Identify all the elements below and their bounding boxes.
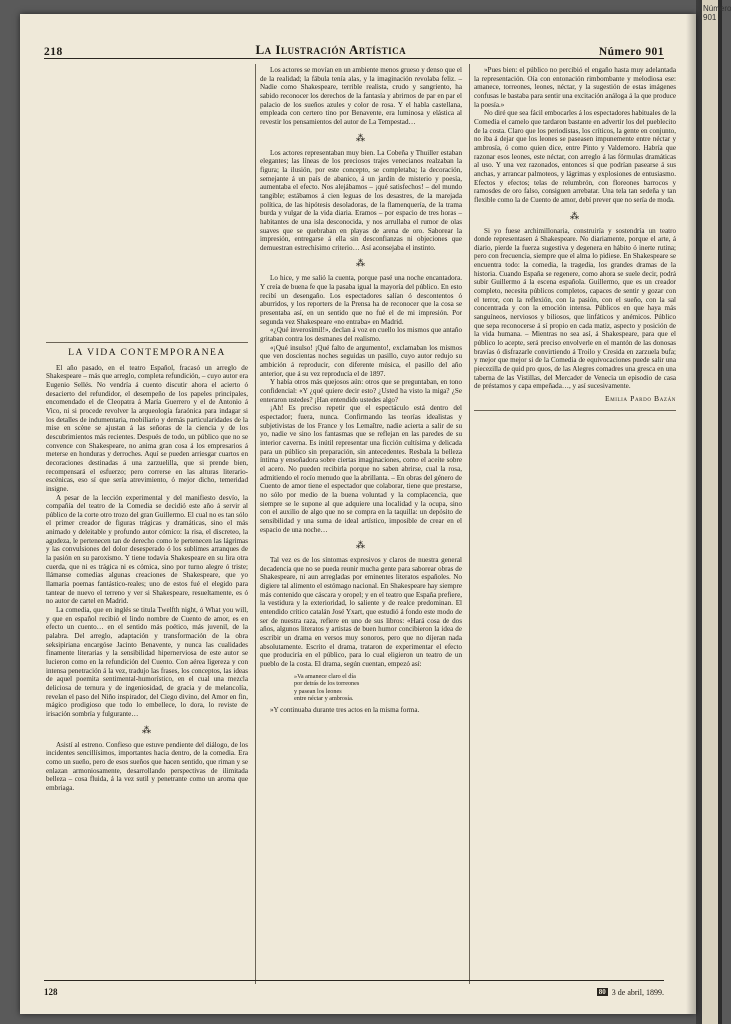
adjacent-page-edge [696, 0, 731, 1024]
page-footer [44, 980, 664, 999]
paragraph: Y había otros más quejosos aún: otros que se preguntaban, en tono confidencial: «Y ¿qué quiere decir esto? ¿Usted ha visto la miga? ¿Se enteraron ustedes? ¡Han entendido ustedes algo? [260, 378, 462, 404]
paragraph: Si yo fuese archimillonaria, construiría y sostendría un teatro donde representasen á Shakespeare. No diariamente, porque el arte, á diario, pierde la fuerza sugestiva y degenera en hábito ó inerte rutina; pero con frecuencia, siempre que el alma lo pidiese. En Shakespeare se encuentra todo: la comedia, la tragedia, los grandes dramas de la historia. Cuando España se regenere, como ahora se suele decir, podrá subir Guillermo á la escena española. Guillermo, que es un creador completo, necesita públicos completos, capaces de sentir y gozar con el terror, con la reflexión, con la pasión, con el sueño, con la sal concentrada y con la emoción intensa. Públicos en que haya más sanguíneos, nerviosos y biliosos, que linfáticos y anémicos. Público que sepa reconocerse á sí propio en cada matiz, aspecto y posición de la vida humana. – Mientras no sea así, á Shakespeare, para que el público lo acepte, será preciso envolverle en el mantón de las donosas bravías ó disfrazarle convirtiendo á Troilo y Cresida en zarzuela bufa; y mejor que mejor si de la Comedia de equivocaciones puede salir una piecezilla de quid pro quos, de las Alegres comadres una gresca en una taberna de las Vistillas, del Mercader de Venecia un episodio de casa de préstamos y capa empeñada…, y así sucesivamente. [474, 226, 676, 391]
section-divider-asterism: ⁂ [356, 132, 366, 143]
paragraph: Lo hice, y me salió la cuenta, porque pasé una noche encantadora. Y creía de buena fe que la pasaba igual la mayoría del público. En esto recibí un desengaño. Los espectadores salían ó descontentos ó aburridos, y los reporters de la Prensa ha de reconocer que la cosa se presentaba así, en un sentido que no fué el de mi impresión. Por segunda vez Shakespeare «no entraba» en Madrid. [260, 274, 462, 326]
column-right [474, 66, 676, 417]
section-divider-asterism: ⁂ [142, 724, 152, 735]
adjacent-page-label: Número 901 [703, 4, 731, 22]
verse-line: por detrás de los torreones [294, 680, 360, 688]
paragraph: »Y continuaba durante tres actos en la misma forma. [270, 706, 420, 715]
adjacent-page-tab [702, 0, 731, 1024]
footer-date-group [597, 988, 664, 997]
header-page-number: 218 [44, 46, 63, 58]
footer-page-number: 128 [44, 987, 58, 997]
column-rule-left [255, 64, 256, 984]
section-divider-asterism: ⁂ [356, 540, 366, 551]
footer-date: 3 de abril, 1899. [611, 987, 664, 997]
paragraph: Los actores se movían en un ambiente menos grueso y denso que el de la realidad; la fábula tenía alas, y la imaginación revolaba feliz. – Nadie como Shakespeare, terrible realista, crudo y sangriento, ha sabido reconocer los derechos de la fantasía y abrirnos de par en par el palacio de los sueños azules y color de rosa. Y el habla castellana, empleada con certero tino por Benavente, era luminosa y elástica al revestir los pensamientos del autor de La Tempestad… [260, 66, 462, 126]
column-rule-right [469, 64, 470, 984]
article-end-rule [474, 410, 676, 411]
footer-badge: 80 [598, 988, 606, 996]
section-divider-asterism: ⁂ [570, 210, 580, 221]
section-divider-asterism: ⁂ [356, 258, 366, 269]
column-middle [260, 66, 462, 715]
paragraph: »Pues bien: el público no percibió el engaño hasta muy adelantada la representación. Oía con entonación rimbombante y melodiosa ese: amanece, torreones, leones, néctar, y la sugestión de estas imágenes confusas le bastaba para sentir una excitación análoga á la que produce la poesía.» [474, 66, 676, 109]
header-title: La Ilustración Artística [255, 42, 407, 57]
paragraph: ¡Ah! Es preciso repetir que el espectáculo está dentro del espectador; fuera, nunca. Confirmando las teorías idealistas y subjetivistas de los France y los Lemaître, nadie acierta a salir de su yo, nadie ve sino los fantasmas que se reflejan en las paredes de su interior caverna. Es inútil representar una ficción cultísima y delicada para un público sin preparación, sin antecedentes. Resbala la belleza íntima y ensoñadora sobre ciertas imaginaciones, como el aceite sobre el acero. No pueden recibirla porque no saben abrirse, cual la rosa, admitiendo el rocío menudo que la abrillanta. – En obras del género de Cuento de amor tiene el espectador que colaborar, tiene que prestarse, no sólo por medio de la buena voluntad y la complacencia, que siempre se le supone al que adquiere una localidad y la ocupa, sino con el auxilio de algo que no se compra en la taquilla: un depósito de sensibilidad y una suma de ideal artístico, imposible de crear en el espacio de una noche… [260, 404, 462, 534]
paragraph: La comedia, que en inglés se titula Twelfth night, ó What you will, y que en español recibió el lindo nombre de Cuento de amor, es en efecto un cuento… en el sentido más poético, más juvenil, de la palabra. Del arreglo, adaptación y transformación de la obra seksipiriana encargóse Jacinto Benavente, y nunca las cualidades finamente literarias y la sensibilidad hipernerviosa de este autor se lucieron como en la refundición del Cuento. Con aérea ligereza y con intensa penetración á la vez, tradujo las frases, los conceptos, las ideas de aquel poemita sentimental-humorístico, en el cual una mezcla deliciosa de ternura y de ingeniosidad, de gracia y de melancolía, revelan el paso del Niño inspirador, del Ciego divino, del Amor en fin, mágico prodigioso que todo lo embellece, lo dora, lo reviste de irisación sombría y fulgurante… [46, 606, 248, 718]
paragraph: El año pasado, en el teatro Español, fracasó un arreglo de Shakespeare – más que arreglo, completa refundición, – cuyo autor era Eugenio Sellés. No vendría á cuento discutir ahora el acierto ó desacierto del refundidor, el desempeño de los papeles principales, encomendado el de Cleopatra á María Guerrero y el de Antonio á Vico, ni si procede revolver la arqueología faraónica para indagar si los detalles de indumentaria, mobiliario y demás particularidades de la mise en scène se ajustan á las señoras de la ciencia y de los descubrimientos más recientes. Después de todo, un público que no se convence con Shakespeare, no anima gran cosa á los empresarios á meterse en honduras y derroches. Aquí se pueden arriesgar cuartos en decoraciones destinadas á una zarzuelilla, que si prende bien, recompensará el esfuerzo; pero correrse en las alturas literario-escénicas, eso sí que sería atrevimiento, ó mejor dicho, temeridad insigne. [46, 363, 248, 493]
magazine-page [20, 14, 696, 1014]
paragraph: «¿Qué inverosímil!», declan á voz en cuello los mismos que antaño gritaban contra los desmanes del realismo. [260, 326, 462, 344]
paragraph: «¡Qué insulso! ¡Qué falto de argumento!, exclamaban los mismos que ven doscientas noches seguidas un pasillo, cuyo autor redujo su ambición á reproducir, con diferente música, el pasillo del año anterior, que á su vez reproducía el de 1897. [260, 343, 462, 378]
verse-line: entre néctar y ambrosía. [294, 694, 354, 702]
section-title: LA VIDA CONTEMPORANEA [68, 347, 226, 358]
verse-line: »Va amanece claro el día [294, 672, 356, 680]
paragraph: Tal vez es de los síntomas expresivos y claros de nuestra general decadencia que no se pueda reunir mucha gente para saborear obras de Shakespeare, ni aun arregladas por eminentes literatos españoles. No digiere tal alimento el estómago nacional. En Shakespeare hay siempre más contenido que cáscara y oropel; y en el teatro que España prefiere, la vestidura y la exterioridad, lo saliente y de realce predominan. El entendido crítico catalán José Yxart, que estudió á fondo este modo de ser de nuestra raza, refiere en uno de sus libros: «Hará cosa de dos años, algunos literatos y artistas de buen humor concibieron la idea de escribir un drama en versos muy sonoros, pero que no dijeran nada absolutamente. Escrito el drama, trataron de experimentar el efecto que produciría en el público, para lo cual eligieron un teatro de un pueblo de la costa. El drama, según cuentan, empezó así: [260, 556, 462, 669]
section-top-rule [46, 342, 248, 343]
paragraph: Los actores representaban muy bien. La Cobeña y Thuiller estaban elegantes; las líneas de los preciosos trajes venecianos realzaban la figura; la ilusión, por este concepto, se completaba; la decoración, semejante á un país de abanico, á un jardín de misterio y poesía, aumentaba el efecto. Nos alejábamos – ¡qué satisfechos! – del mundo tangible; estábamos á cien leguas de los desastres, de la marejada política, de las hipótesis desoladoras, de la flamenquería, de la trama burda y vulgar de la vida diaria. Eramos – por espacio de tres horas – habitantes de una isla desconocida, y nos arrullaba el rumor de olas suaves que se quebraban en playas de arena de oro. Saborear la impresión, entregarse á ella sin desconfianzas ni objeciones que demuestran estrechísimo criterio… Así aconsejaba el instinto. [260, 148, 462, 252]
verse-quote [294, 673, 462, 703]
page-header [44, 28, 664, 59]
header-issue-number: Número 901 [598, 46, 664, 58]
paragraph: No diré que sea fácil embocarles á los espectadores habituales de la Comedia el camelo que tardaron bastante en advertir los del pueblecito de la costa. Claro que los periodistas, los críticos, la gente en conjunto, no iba á dejar que los leones se paseasen impunemente entre néctar y ambrosía, ó como quien dice, entre Pinto y Valdemoro. Habría que razonar esos leones, este néctar, con arreglo á las fórmulas dramáticas al uso. Y una vez razonados, entonces sí que podrían pasearse á sus anchas, y arrancar palmoteos, y lágrimas y explosiones de entusiasmo. Efectos y efectos; telas de relumbrón, con floreones barrocos y ramosdes de oro falso, consiguen arrebatar. Una tela tan sedeña y tan flexible como la de Cuento de amor, debí prever que no sería de moda. [474, 109, 676, 204]
author-signature: Emilia Pardo Bazán [604, 393, 676, 403]
verse-line: y pasean los leones [294, 687, 342, 695]
column-left [46, 336, 248, 793]
paragraph: A pesar de la lección experimental y del manifiesto desvío, la compañía del teatro de la Comedia se decidió este año á servir al público de la corte otro trozo del gran Guillermo. El cual no es tan sólo el primer creador de figuras trágicas y dramáticas, sino el más animado y deleitable y profundo autor cómico: la risa, el discreteo, la agudeza, le pertenecen tan de derecho como le pertenecen las lágrimas y las convulsiones del dolor desesperado ó los sublimes arranques de la pasión en su paroxismo. Y tiene todavía Shakespeare en su lira otra cuerda, que ni es trágica ni es cómica, sino por turno alegre ó triste; llámanse comedias algunas creaciones de Shakespeare, que yo llamaría poemas fantástico-reales; uno de estos fué el elegido para tantear de nuevo el terreno y ver si Shakespeare, resueltamente, es ó no autor de cartel en Madrid. [46, 493, 248, 606]
paragraph: Asistí al estreno. Confieso que estuve pendiente del diálogo, de los incidentes sencillísimos, importantes hacia dentro, de la comedia. Era como un sueño, pero de esos sueños que hacen sentido, que riman y se enlazan armoniosamente, desarrollando perspectivas de ilimitada belleza – cosa fluida, á la vez sutil y penetrante como un aroma que embriaga. [46, 740, 248, 792]
